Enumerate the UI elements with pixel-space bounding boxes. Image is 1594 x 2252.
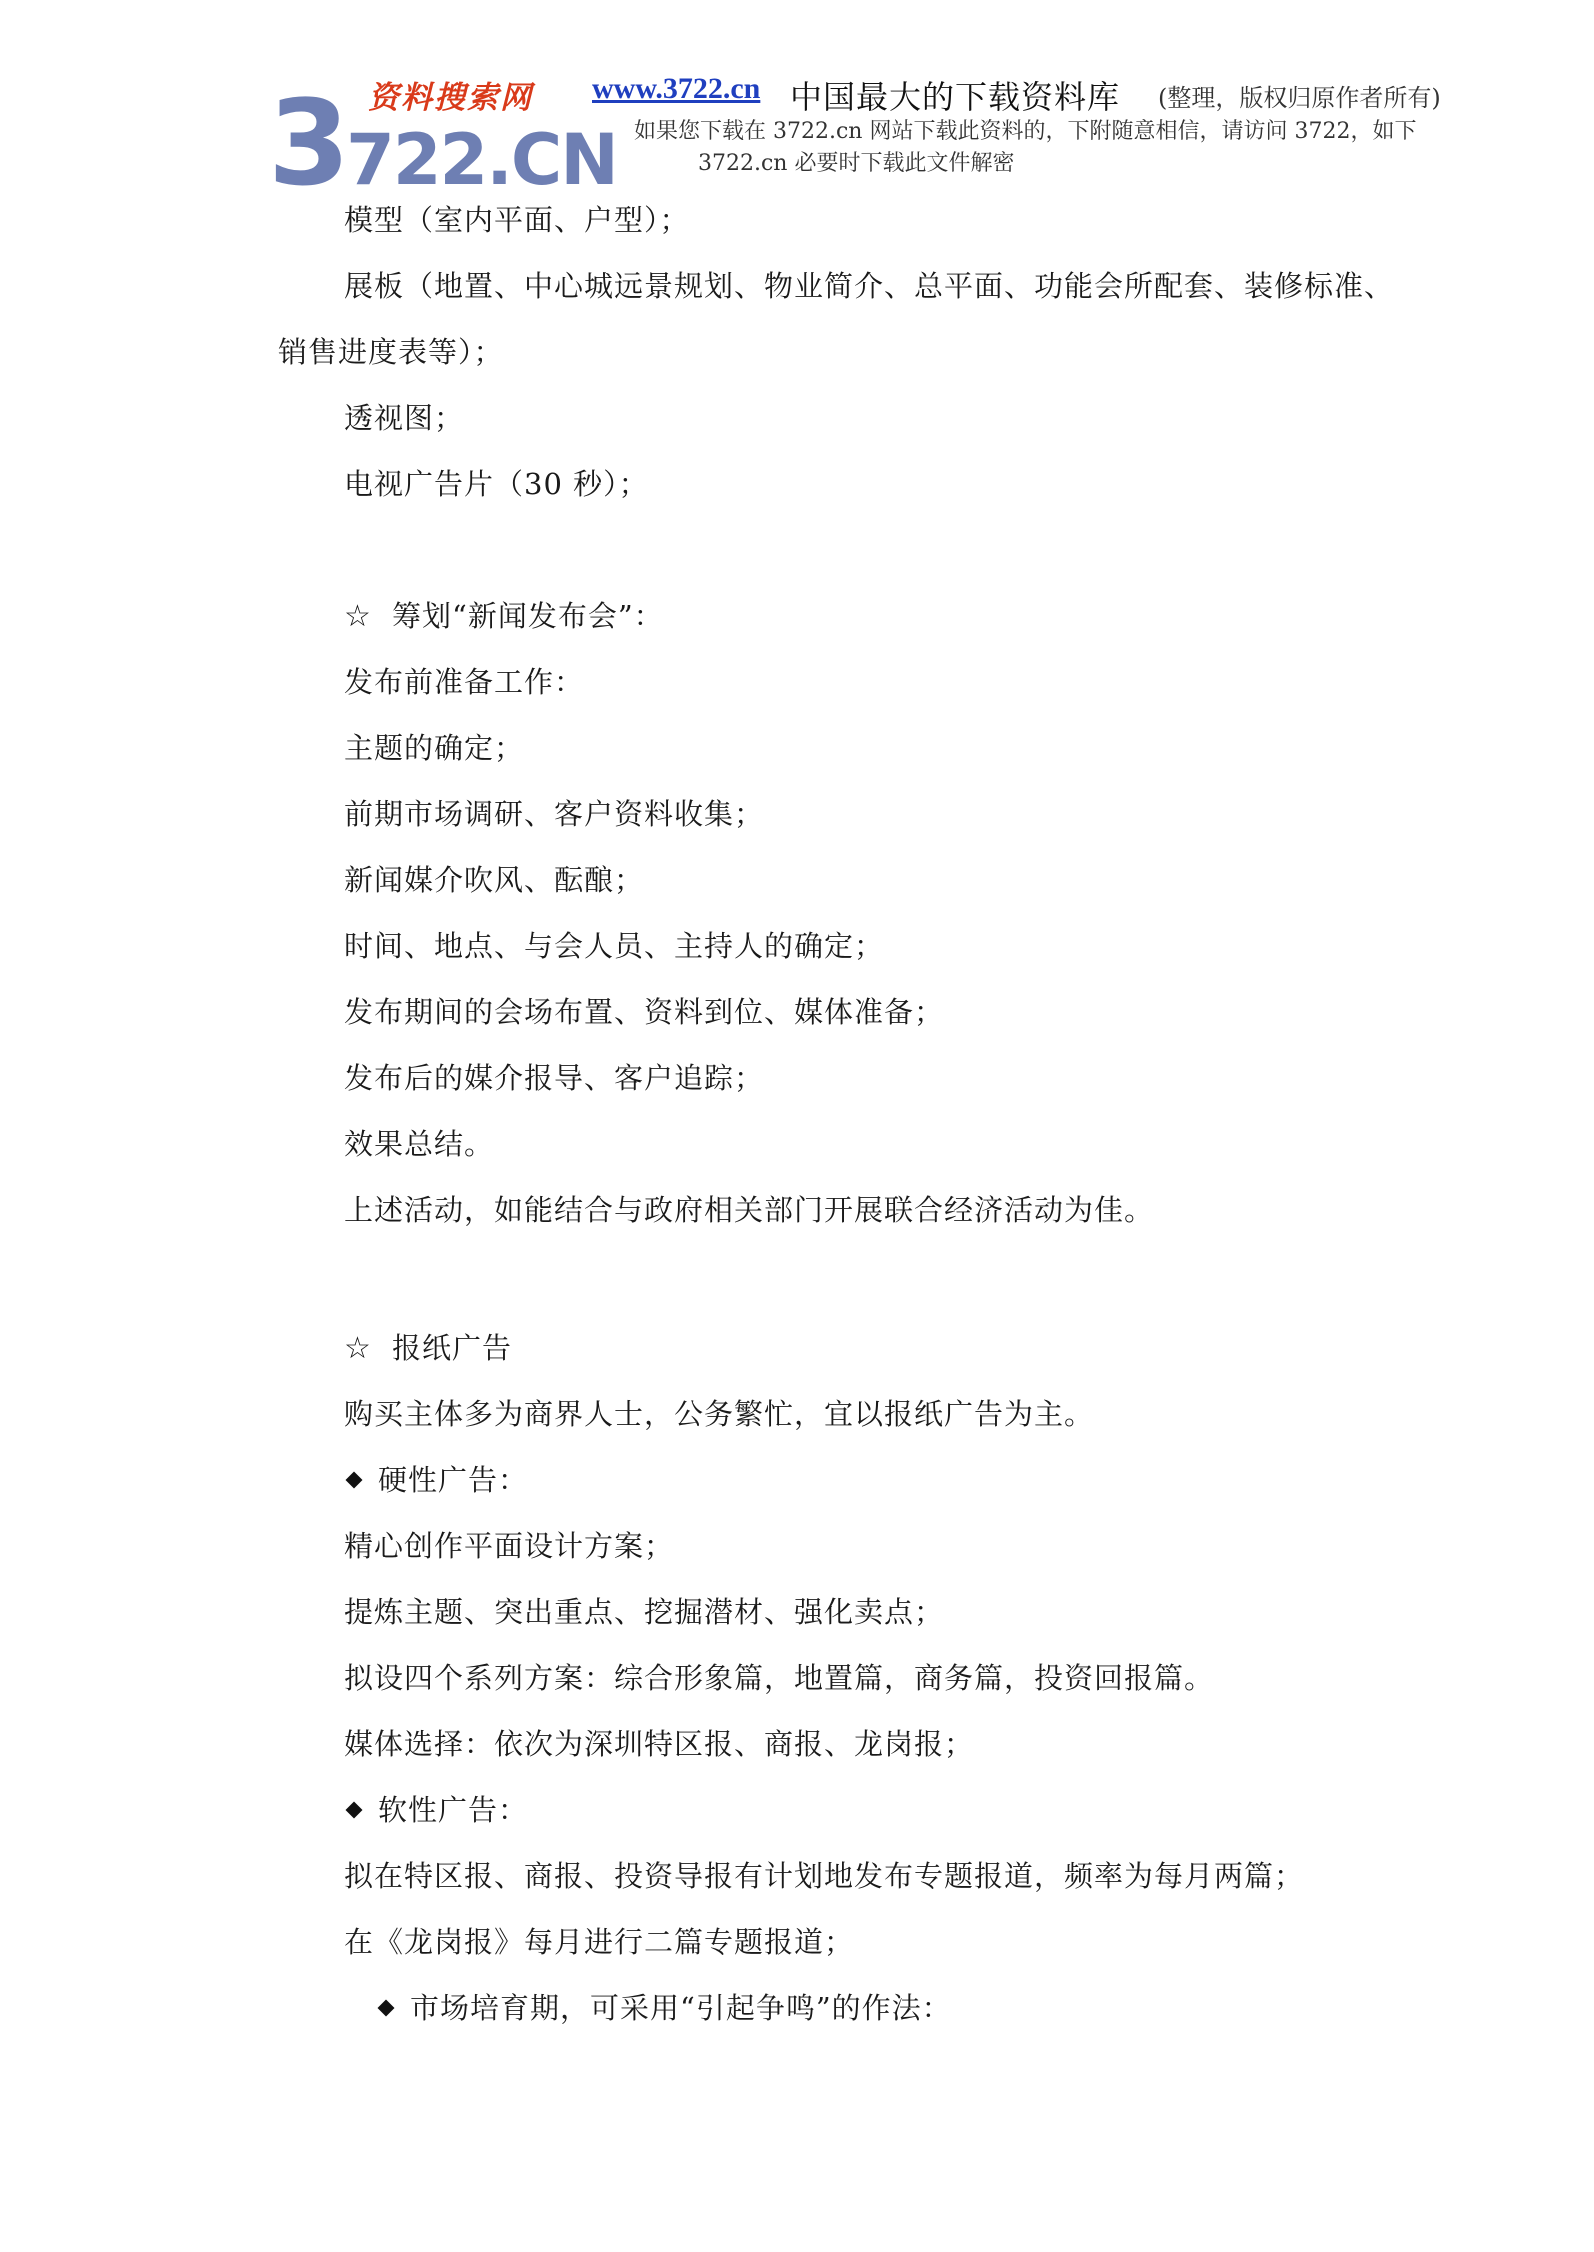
star-icon: ☆ (344, 1331, 372, 1366)
body-line: 销售进度表等）； (278, 335, 504, 369)
logo-tagline: 资料搜索网 (368, 80, 533, 116)
diamond-bullet-icon (346, 1472, 363, 1489)
list-item (344, 1790, 528, 1830)
list-item-text: 硬性广告： (378, 1463, 529, 1497)
body-line: 展板（地置、中心城远景规划、物业简介、总平面、功能会所配套、装修标准、 (344, 269, 1395, 303)
body-line: 购买主体多为商界人士，公务繁忙，宜以报纸广告为主。 (344, 1397, 1095, 1431)
logo-number: 3 (268, 74, 347, 212)
list-item-text: 软性广告： (378, 1793, 529, 1827)
site-logo (268, 62, 617, 212)
diamond-bullet-icon (378, 2000, 395, 2017)
body-line: 发布前准备工作： (344, 665, 585, 699)
body-line: 发布后的媒介报导、客户追踪； (344, 1061, 765, 1095)
body-line: 新闻媒介吹风、酝酿； (344, 863, 645, 897)
section-heading-text: 报纸广告 (392, 1331, 513, 1365)
site-url-link[interactable]: www.3722.cn (592, 72, 761, 105)
list-item (344, 1460, 528, 1500)
header-slogan: 中国最大的下载资料库 (790, 78, 1121, 116)
header-notice-line-1: 如果您下载在 3722.cn 网站下载此资料的，下附随意相信，请访问 3722，如下 (634, 119, 1417, 144)
header-copyright-note: (整理，版权归原作者所有) (1158, 84, 1441, 112)
body-line: 模型（室内平面、户型）； (344, 203, 690, 237)
body-line: 拟在特区报、商报、投资导报有计划地发布专题报道，频率为每月两篇； (344, 1859, 1305, 1893)
body-line: 电视广告片（30 秒）； (344, 467, 649, 501)
body-line: 时间、地点、与会人员、主持人的确定； (344, 929, 885, 963)
list-item-text: 市场培育期，可采用“引起争鸣”的作法： (410, 1991, 952, 2025)
body-line: 前期市场调研、客户资料收集； (344, 797, 765, 831)
body-line: 上述活动，如能结合与政府相关部门开展联合经济活动为佳。 (344, 1193, 1155, 1227)
logo-wordmark (268, 74, 617, 212)
page-header (0, 0, 1594, 212)
logo-domain: 722.CN (346, 119, 617, 201)
star-icon: ☆ (344, 599, 372, 634)
header-notice-line-2: 3722.cn 必要时下载此文件解密 (698, 151, 1015, 176)
body-line: 主题的确定； (344, 731, 525, 765)
diamond-bullet-icon (346, 1802, 363, 1819)
body-line: 发布期间的会场布置、资料到位、媒体准备； (344, 995, 945, 1029)
body-line: 提炼主题、突出重点、挖掘潜材、强化卖点； (344, 1595, 945, 1629)
body-line: 透视图； (344, 401, 465, 435)
body-line: 效果总结。 (344, 1127, 495, 1161)
body-line: 在《龙岗报》每月进行二篇专题报道； (344, 1925, 855, 1959)
section-heading-press-conference (344, 596, 664, 637)
body-line: 媒体选择：依次为深圳特区报、商报、龙岗报； (344, 1727, 975, 1761)
section-heading-text: 筹划“新闻发布会”： (392, 599, 664, 633)
list-item (376, 1988, 952, 2028)
section-heading-newspaper-ads (344, 1328, 512, 1369)
body-line: 精心创作平面设计方案； (344, 1529, 675, 1563)
body-line: 拟设四个系列方案：综合形象篇，地置篇，商务篇，投资回报篇。 (344, 1661, 1215, 1695)
